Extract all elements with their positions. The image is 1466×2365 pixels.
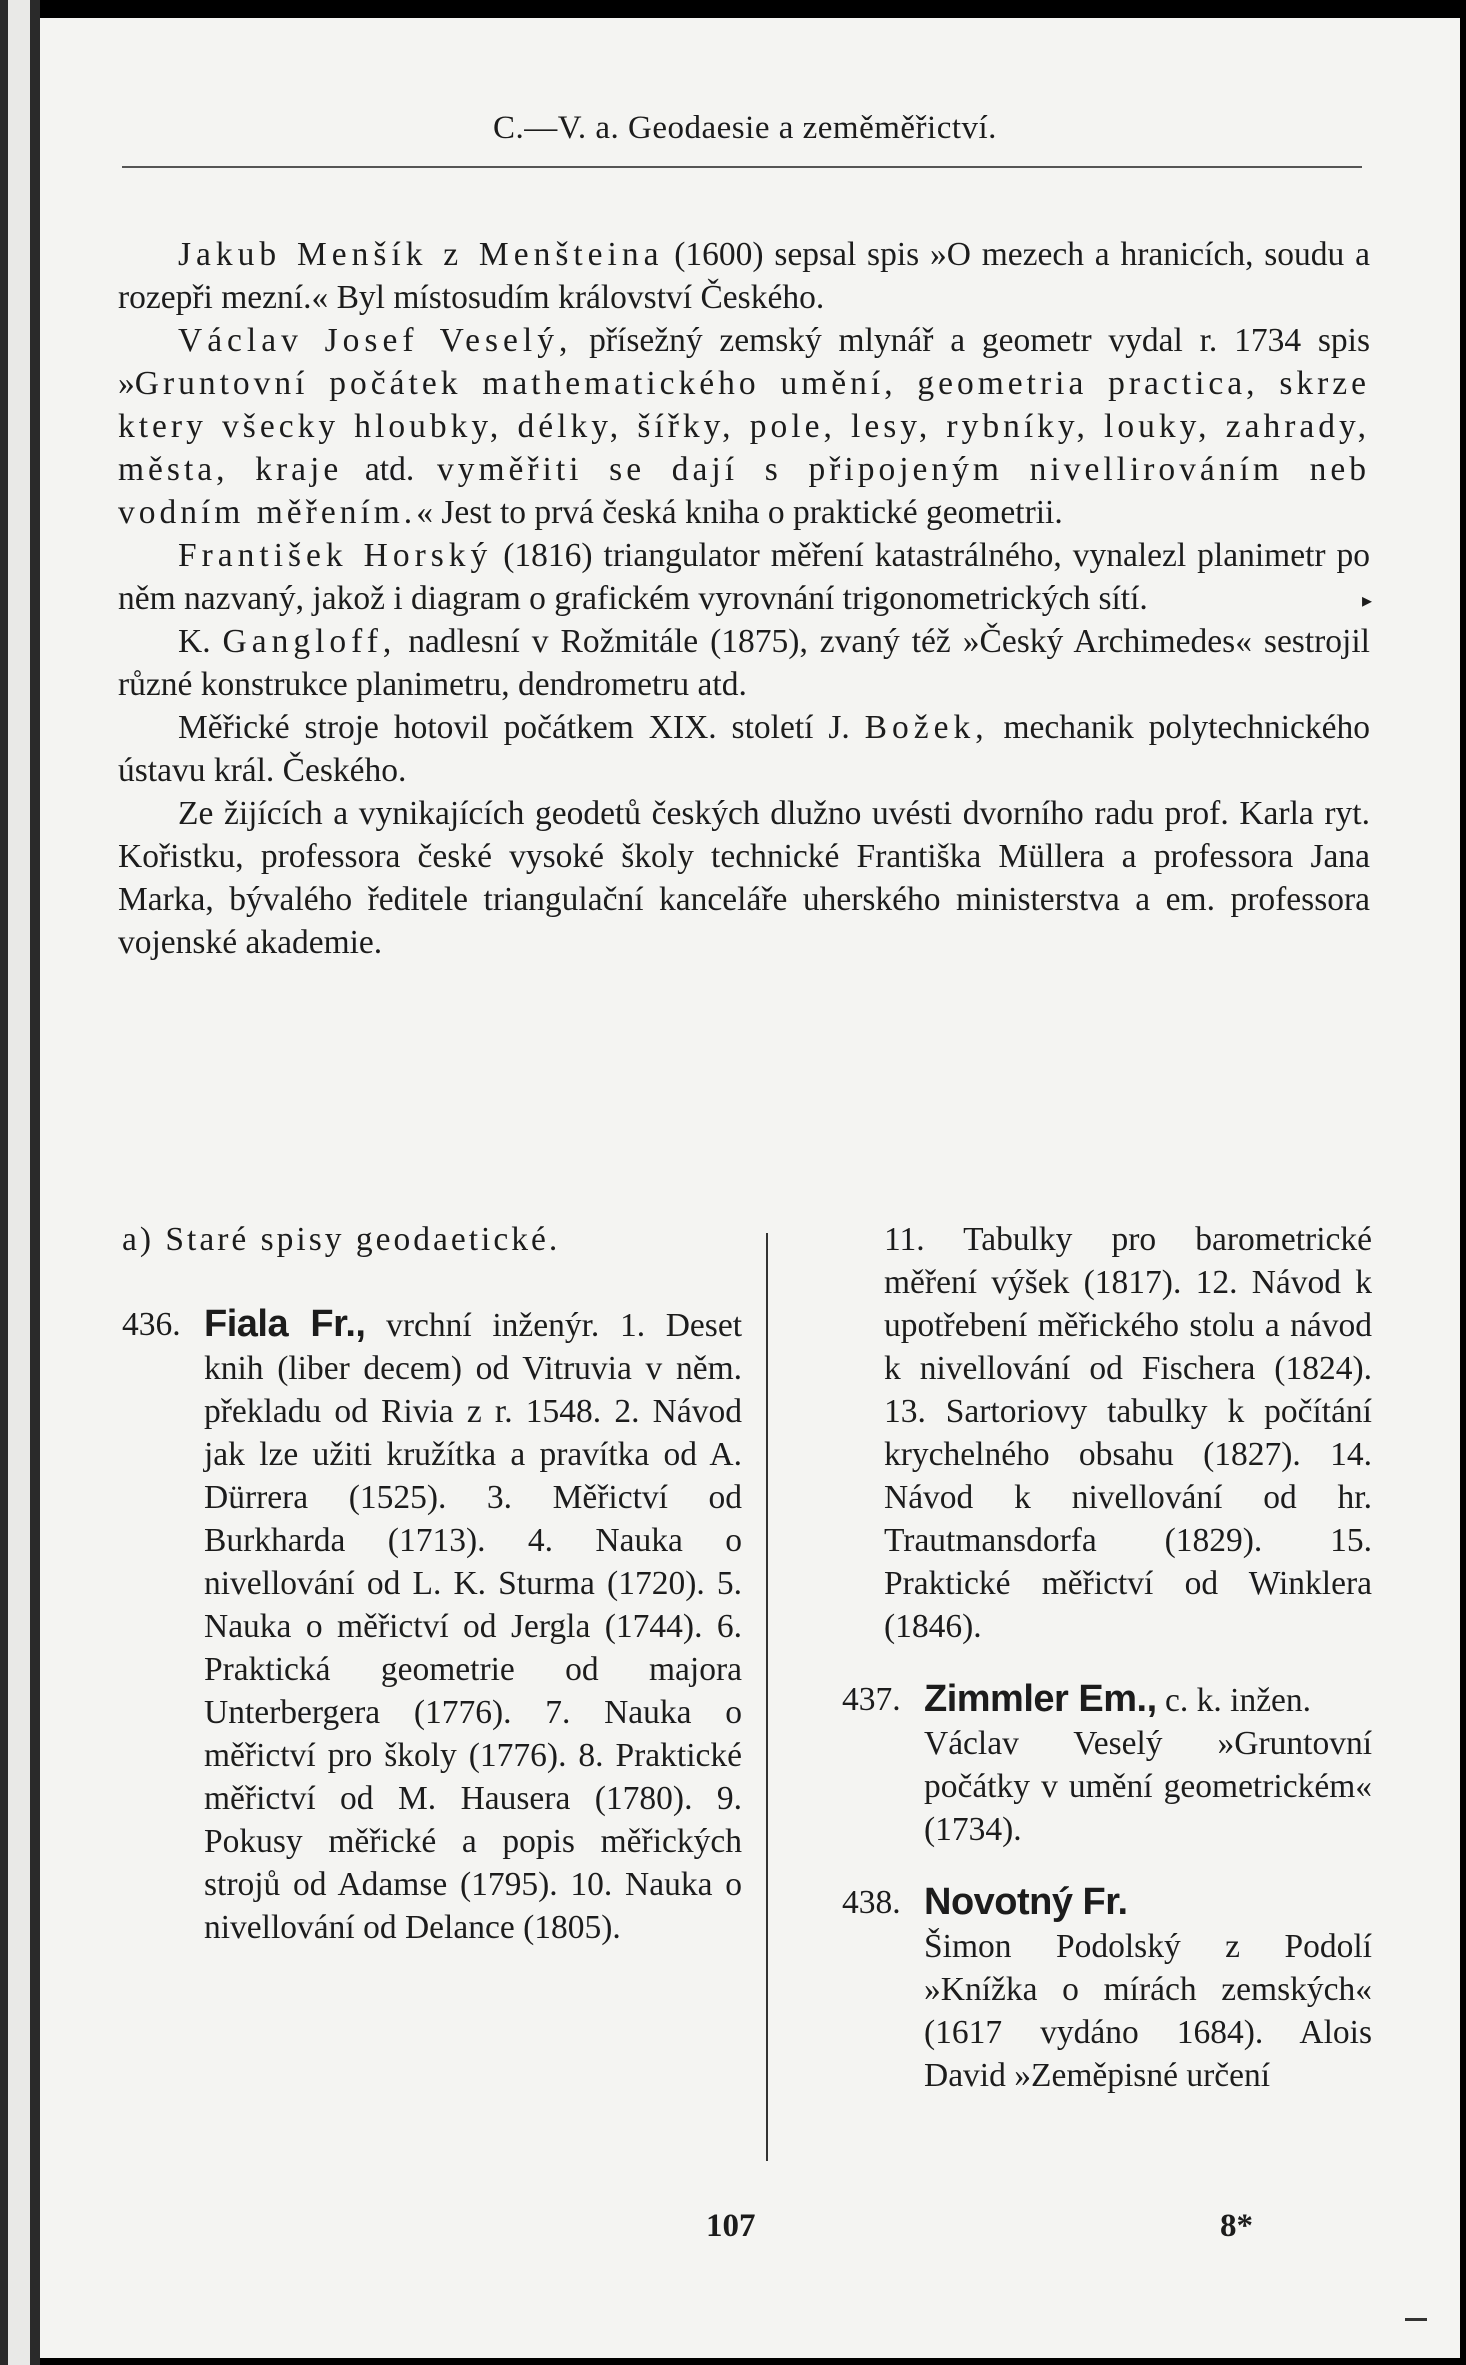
right-column <box>842 1218 1372 2097</box>
spaced-title-cont: vyměřiti se dají s připojeným nivellirováním neb vodním měřením. <box>118 451 1370 531</box>
spaced-name: Gangloff, <box>222 623 397 660</box>
paragraph-gangloff: K. Gangloff, nadlesní v Rožmitále (1875), zvaný též »Český Archimedes« sestrojil různé konstrukce planimetru, dendrometru atd. <box>118 623 1370 703</box>
entry-author: Zimmler Em., <box>924 1678 1157 1720</box>
entry-role: c. k. inžen. <box>1156 1682 1312 1719</box>
section-heading: a) Staré spisy geodaetické. <box>122 1221 561 1258</box>
entry-text: Václav Veselý »Gruntovní počátky v umění geometrickém« (1734). <box>924 1725 1372 1848</box>
left-column <box>122 1218 742 1949</box>
column-divider <box>766 1233 768 2161</box>
body-text <box>118 233 1373 964</box>
entry-author: Fiala Fr., <box>204 1303 366 1345</box>
entry-text: Šimon Podolský z Podolí »Knížka o mírách zemských« (1617 vydáno 1684). Alois David »Zeměpisné určení <box>924 1928 1372 2094</box>
spaced-title: Gruntovní počátek mathematického umění, geometria practica, skrze ktery všecky hloubky, délky, šířky, pole, lesy, rybníky, louky, zahrady, města, kraje <box>118 365 1370 488</box>
header-rule <box>122 166 1362 168</box>
entry-436-continuation: 11. Tabulky pro barometrické měření výšek (1817). 12. Návod k upotřebení měřického stolu a návod k nivellování od Fischera (1824). 13. Sartoriovy tabulky k počítání krychelného obsahu (1827). 14. Návod k nivellování od hr. Trautmansdorfa (1829). 15. Praktické měřictví od Winklera (1846). <box>884 1221 1372 1645</box>
margin-dash <box>1405 2318 1427 2321</box>
signature-mark: 8* <box>1220 2208 1253 2244</box>
margin-mark: ▸ <box>1362 590 1373 612</box>
entry-number: 437. <box>842 1681 901 1718</box>
entry-role: vrchní inženýr. <box>365 1307 600 1344</box>
entry-author: Novotný Fr. <box>924 1881 1128 1923</box>
entry-438 <box>842 1881 1372 2097</box>
page-number: 107 <box>706 2208 756 2244</box>
spaced-name: František Horský <box>178 537 493 574</box>
entry-436 <box>122 1303 742 1949</box>
entry-number: 438. <box>842 1884 901 1921</box>
paragraph-mensik: Jakub Menšík z Menšteina (1600) sepsal spis »O mezech a hranicích, soudu a rozepři mezní.« Byl místosudím království Českého. <box>118 236 1370 316</box>
entry-437 <box>842 1678 1372 1851</box>
running-header: C.—V. a. Geodaesie a zeměměřictví. <box>493 110 997 146</box>
paragraph-bozek: Měřické stroje hotovil počátkem XIX. století J. Božek, mechanik polytechnického ústavu král. Českého. <box>118 709 1370 789</box>
spaced-name: Božek, <box>864 709 989 746</box>
paragraph-vesely: Václav Josef Veselý, přísežný zemský mlynář a geometr vydal r. 1734 spis »Gruntovní počátek mathematického umění, geometria practica, skrze ktery všecky hloubky, délky, šířky, pole, lesy, rybníky, louky, zahrady, města, kraje atd. vyměřiti se dají s připojeným nivellirováním neb vodním měřením.« Jest to prvá česká kniha o praktické geometrii. <box>118 322 1370 531</box>
paragraph-geodets: Ze žijících a vynikajících geodetů českých dlužno uvésti dvorního radu prof. Karla ryt. Kořistku, professora české vysoké školy technické Františka Müllera a professora Jana Marka, bývalého ředitele triangulační kanceláře uherského ministerstva a em. professora vojenské akademie. <box>118 795 1370 961</box>
entry-number: 436. <box>122 1306 181 1343</box>
paragraph-horsky: František Horský (1816) triangulator měření katastrálného, vynalezl planimetr po něm nazvaný, jakož i diagram o grafickém vyrovnání trigonometrických sítí. <box>118 537 1371 617</box>
spaced-name: Václav Josef Veselý, <box>178 322 573 359</box>
spaced-name: Jakub Menšík z Menšteina <box>178 236 664 273</box>
entry-text: 1. Deset knih (liber decem) od Vitruvia v něm. překladu od Rivia z r. 1548. 2. Návod jak lze užiti kružítka a pravítka od A. Dürrera (1525). 3. Měřictví od Burkharda (1713). 4. Nauka o nivellování od L. K. Sturma (1720). 5. Nauka o měřictví od Jergla (1744). 6. Praktická geometrie od majora Unterbergera (1776). 7. Nauka o měřictví pro školy (1776). 8. Praktické měřictví od M. Hausera (1780). 9. Pokusy měřické a popis měřických strojů od Adamse (1795). 10. Nauka o nivellování od Delance (1805). <box>204 1307 743 1946</box>
adjacent-page-edge <box>8 0 30 2365</box>
document-page <box>40 18 1460 2358</box>
